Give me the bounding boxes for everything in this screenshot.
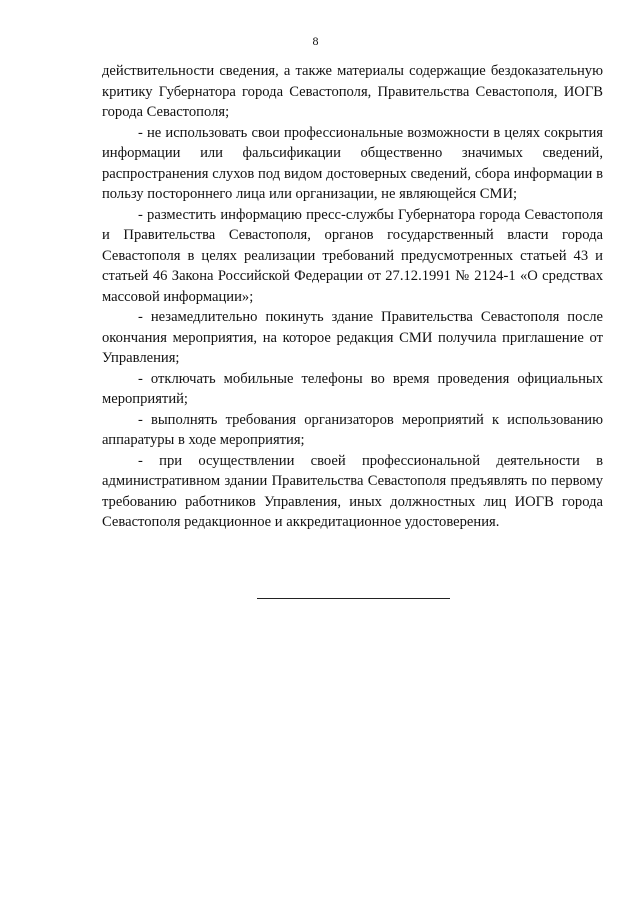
list-item-equipment-rules: - выполнять требования организаторов мероприятий к использованию аппаратуры в ходе мероприятия; xyxy=(102,411,603,448)
document-body xyxy=(102,61,603,533)
paragraph-continuation: действительности сведения, а также материалы содержащие бездоказательную критику Губернатора города Севастополя, Правительства Севастополя, ИОГВ города Севастополя; xyxy=(102,63,603,120)
list-item-no-concealment: - не использовать свои профессиональные возможности в целях сокрытия информации или фальсификации общественно значимых сведений, распространения слухов под видом достоверных сведений, сбора информации в пользу постороннего лица или организации, не являющейся СМИ; xyxy=(102,124,603,202)
page-number: 8 xyxy=(312,34,319,48)
list-item-leave-building: - незамедлительно покинуть здание Правительства Севастополя после окончания мероприятия, на которое редакция СМИ получила приглашение от Управления; xyxy=(102,309,603,366)
end-separator-line xyxy=(257,598,450,599)
list-item-publish-press-info: - разместить информацию пресс-службы Губернатора города Севастополя и Правительства Севастополя, органов государственный власти города Севастополя в целях реализации требований предусмотренных статьей 43 и статьей 46 Закона Российской Федерации от 27.12.1991 № 2124-1 «О средствах массовой информации»; xyxy=(102,206,603,305)
list-item-phones-off: - отключать мобильные телефоны во время проведения официальных мероприятий; xyxy=(102,370,603,407)
list-item-present-credentials: - при осуществлении своей профессиональной деятельности в административном здании Правительства Севастополя предъявлять по первому требованию работников Управления, иных должностных лиц ИОГВ города Севастополя редакционное и аккредитационное удостоверения. xyxy=(102,452,603,530)
